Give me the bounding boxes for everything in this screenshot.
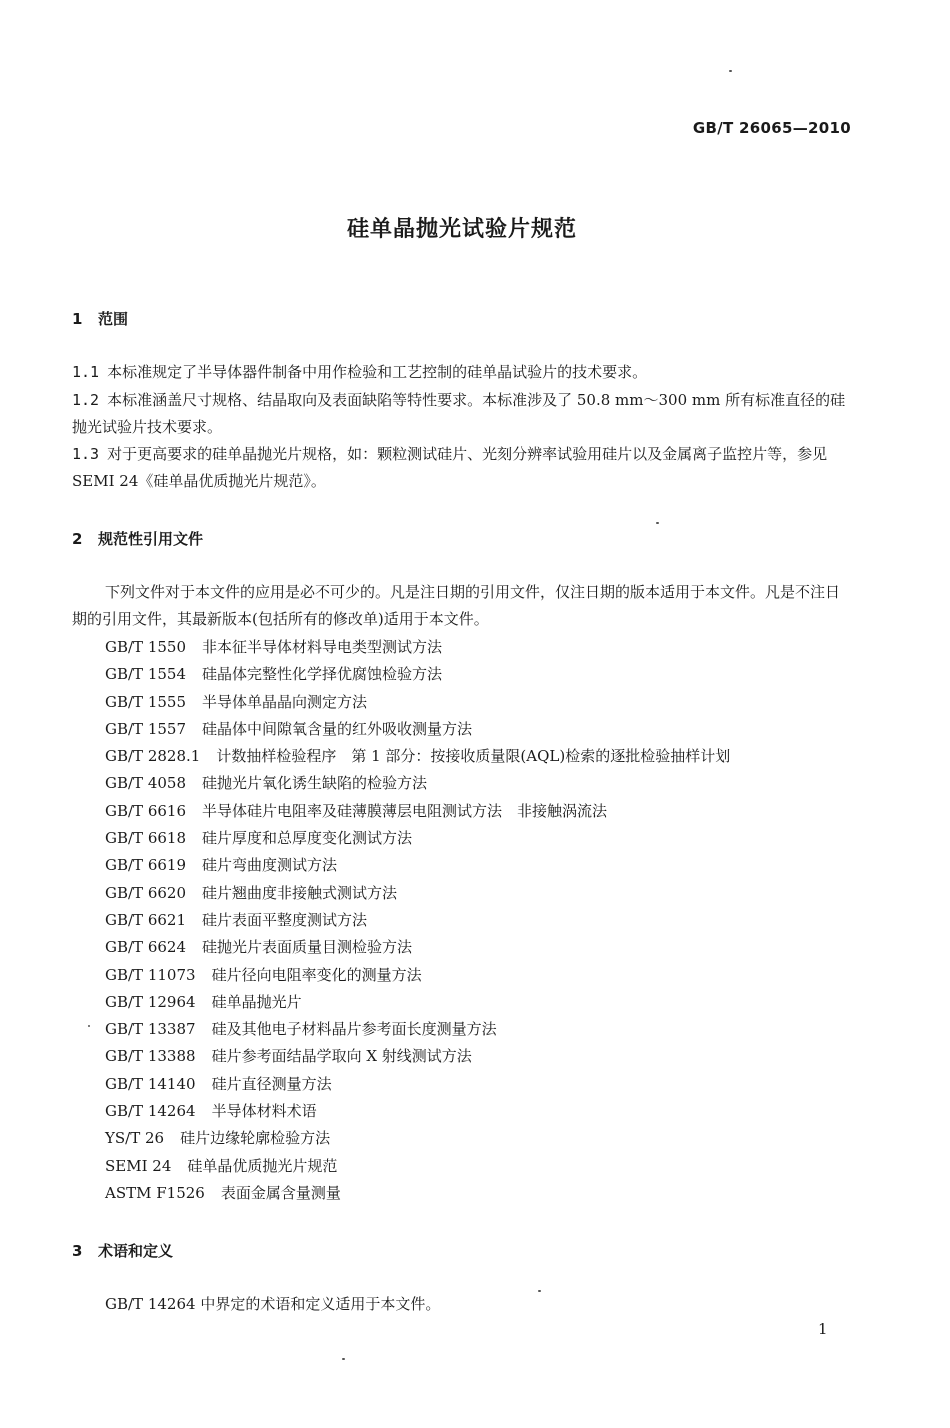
page-title: 硅单晶抛光试验片规范 — [346, 217, 577, 242]
reference-code: GB/T 1550 — [105, 638, 187, 656]
scan-speck — [88, 1025, 90, 1027]
reference-code: GB/T 6621 — [105, 910, 187, 929]
reference-title: 半导体材料术语 — [211, 1102, 317, 1121]
reference-title: 硅单晶抛光片 — [211, 992, 302, 1011]
reference-item — [105, 770, 730, 797]
clause-number: 1.2 — [72, 391, 100, 409]
reference-code: GB/T 2828.1 — [105, 747, 201, 766]
reference-title: 半导体硅片电阻率及硅薄膜薄层电阻测试方法 非接触涡流法 — [202, 801, 608, 820]
reference-code: SEMI 24 — [105, 1156, 172, 1175]
reference-code: GB/T 4058 — [105, 774, 187, 793]
reference-code: GB/T 12964 — [105, 992, 196, 1011]
reference-code: GB/T 1554 — [105, 665, 187, 684]
scan-speck — [656, 522, 659, 524]
reference-code: GB/T 13387 — [105, 1020, 196, 1039]
section-title: 术语和定义 — [98, 1242, 174, 1260]
reference-title: 硅片直径测量方法 — [211, 1074, 332, 1093]
reference-title: 表面金属含量测量 — [220, 1183, 341, 1202]
section-number: 3 — [72, 1242, 83, 1260]
section-title: 范围 — [98, 310, 129, 328]
section-2-heading — [72, 528, 203, 549]
section-2-intro: 下列文件对于本文件的应用是必不可少的。凡是注日期的引用文件，仅注日期的版本适用于本文件。凡是不注日期的引用文件，其最新版本(包括所有的修改单)适用于本文件。 — [72, 583, 841, 628]
reference-item — [105, 1043, 730, 1070]
reference-code: GB/T 11073 — [105, 965, 196, 984]
reference-code: GB/T 6624 — [105, 938, 187, 957]
reference-code: GB/T 14264 — [105, 1102, 196, 1121]
scan-speck — [729, 70, 732, 72]
reference-item — [105, 934, 730, 961]
reference-title: 硅片厚度和总厚度变化测试方法 — [202, 829, 413, 848]
reference-title: 硅片表面平整度测试方法 — [202, 910, 368, 929]
clause-text: 本标准规定了半导体器件制备中用作检验和工艺控制的硅单晶试验片的技术要求。 — [107, 363, 648, 381]
section-number: 1 — [72, 310, 83, 328]
reference-code: GB/T 14140 — [105, 1074, 196, 1093]
standard-code: GB/T 26065—2010 — [692, 119, 851, 137]
clause-number: 1.3 — [72, 445, 100, 463]
clause-number: 1.1 — [72, 363, 100, 381]
reference-title: 计数抽样检验程序 第 1 部分：按接收质量限(AQL)检索的逐批检验抽样计划 — [216, 747, 731, 766]
reference-code: GB/T 6618 — [105, 829, 187, 848]
scan-speck — [538, 1290, 541, 1292]
reference-code: GB/T 1557 — [105, 719, 187, 738]
clause-1-1 — [72, 359, 852, 386]
reference-title: 硅抛光片表面质量目测检验方法 — [202, 938, 413, 957]
reference-item — [105, 1098, 730, 1125]
reference-item — [105, 1016, 730, 1043]
section-title: 规范性引用文件 — [98, 530, 204, 548]
reference-item — [105, 1153, 730, 1180]
reference-code: GB/T 6616 — [105, 801, 187, 820]
clause-1-3 — [72, 441, 852, 495]
reference-item — [105, 989, 730, 1016]
reference-title: 硅晶体完整性化学择优腐蚀检验方法 — [202, 665, 443, 684]
scan-speck — [342, 1358, 345, 1360]
clause-text: 本标准涵盖尺寸规格、结晶取向及表面缺陷等特性要求。本标准涉及了 50.8 mm～300 mm 所有标准直径的硅抛光试验片技术要求。 — [72, 391, 846, 436]
reference-item — [105, 880, 730, 907]
section-3-heading — [72, 1240, 173, 1261]
reference-title: 硅片参考面结晶学取向 X 射线测试方法 — [211, 1047, 472, 1066]
reference-code: GB/T 1555 — [105, 692, 187, 711]
reference-item — [105, 661, 730, 688]
reference-code: ASTM F1526 — [105, 1183, 205, 1202]
reference-item — [105, 634, 730, 661]
reference-item — [105, 743, 730, 770]
section-number: 2 — [72, 530, 83, 548]
reference-item — [105, 689, 730, 716]
clause-text: 对于更高要求的硅单晶抛光片规格，如：颗粒测试硅片、光刻分辨率试验用硅片以及金属离子监控片等，参见 SEMI 24《硅单晶优质抛光片规范》。 — [72, 445, 828, 490]
reference-item — [105, 852, 730, 879]
reference-item — [105, 798, 730, 825]
reference-item — [105, 1125, 730, 1152]
reference-title: 硅单晶优质抛光片规范 — [187, 1156, 338, 1175]
reference-code: GB/T 6620 — [105, 883, 187, 902]
reference-title: 硅片边缘轮廓检验方法 — [180, 1129, 331, 1148]
reference-list — [105, 634, 730, 1207]
reference-title: 硅及其他电子材料晶片参考面长度测量方法 — [211, 1020, 497, 1039]
page-number: 1 — [818, 1320, 828, 1338]
reference-title: 硅片翘曲度非接触式测试方法 — [202, 883, 398, 902]
reference-item — [105, 962, 730, 989]
reference-title: 硅片弯曲度测试方法 — [202, 856, 338, 875]
reference-title: 硅抛光片氧化诱生缺陷的检验方法 — [202, 774, 428, 793]
reference-title: 非本征半导体材料导电类型测试方法 — [202, 638, 443, 656]
reference-item — [105, 1180, 730, 1207]
section-3-text: GB/T 14264 中界定的术语和定义适用于本文件。 — [105, 1295, 441, 1313]
reference-item — [105, 907, 730, 934]
reference-title: 硅片径向电阻率变化的测量方法 — [211, 965, 422, 984]
reference-code: GB/T 13388 — [105, 1047, 196, 1066]
clause-1-2 — [72, 387, 852, 441]
reference-item — [105, 1071, 730, 1098]
reference-title: 半导体单晶晶向测定方法 — [202, 692, 368, 711]
reference-item — [105, 716, 730, 743]
reference-code: GB/T 6619 — [105, 856, 187, 875]
section-1-heading — [72, 308, 128, 329]
reference-title: 硅晶体中间隙氧含量的红外吸收测量方法 — [202, 719, 473, 738]
reference-code: YS/T 26 — [105, 1129, 165, 1148]
reference-item — [105, 825, 730, 852]
